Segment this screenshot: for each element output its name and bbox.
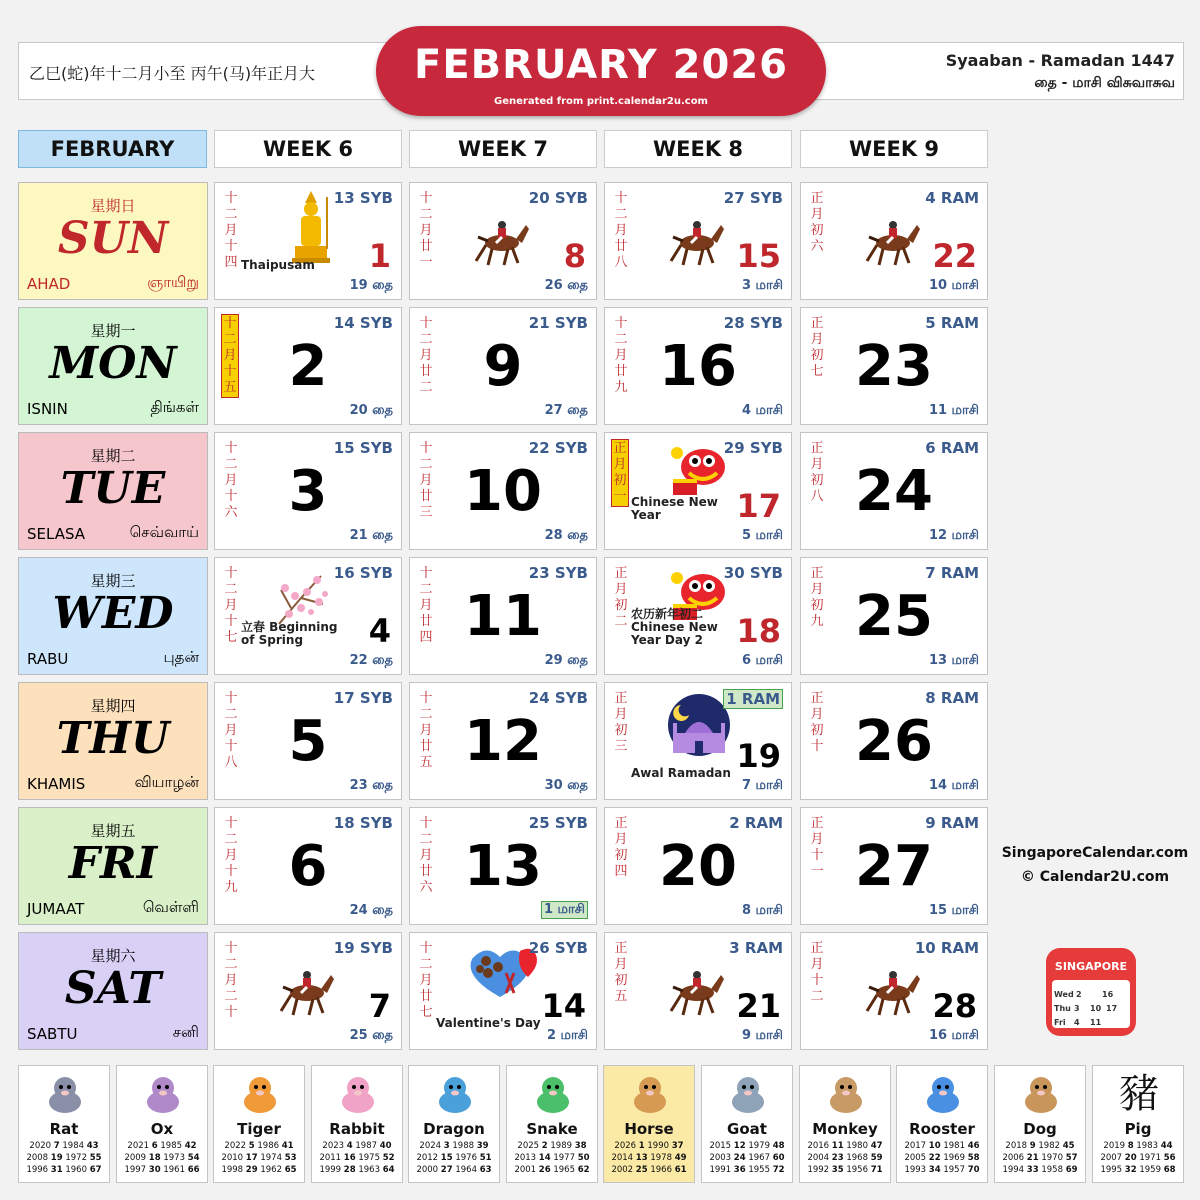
day-number: 8 bbox=[563, 237, 586, 275]
day-number: 11 bbox=[464, 584, 542, 649]
tamil-date: 20 தை bbox=[349, 403, 393, 418]
hijri-date: 28 SYB bbox=[723, 314, 783, 332]
day-cell[interactable] bbox=[214, 307, 402, 425]
zodiac-years-row: 2018 9 1982 45 bbox=[1005, 1141, 1075, 1151]
tamil-date: 21 தை bbox=[349, 528, 393, 543]
day-cell[interactable] bbox=[409, 432, 597, 550]
week-header: WEEK 8 bbox=[604, 130, 792, 168]
zodiac-years-row: 2013 14 1977 50 bbox=[514, 1153, 590, 1163]
day-tamil: புதன் bbox=[163, 648, 199, 666]
zodiac-years-row: 2002 25 1966 61 bbox=[611, 1165, 687, 1175]
day-number: 27 bbox=[855, 834, 933, 899]
zodiac-years-row: 2022 5 1986 41 bbox=[224, 1141, 294, 1151]
tamil-date: 26 தை bbox=[544, 278, 588, 293]
zodiac-name: Rooster bbox=[909, 1120, 975, 1138]
day-number: 18 bbox=[736, 612, 781, 650]
day-number: 9 bbox=[483, 334, 523, 399]
goat-icon bbox=[724, 1072, 772, 1116]
zodiac-years-row: 2007 20 1971 56 bbox=[1100, 1153, 1176, 1163]
day-number: 26 bbox=[855, 709, 933, 774]
day-english: THU bbox=[56, 713, 170, 764]
holiday-label: Chinese New bbox=[631, 620, 718, 634]
hijri-date: 17 SYB bbox=[333, 689, 393, 707]
holiday-label: of Spring bbox=[241, 633, 304, 647]
week-header: WEEK 9 bbox=[800, 130, 988, 168]
chinese-lunar-date: 十二月廿五 bbox=[419, 691, 433, 770]
zodiac-years-row: 2012 15 1976 51 bbox=[416, 1153, 492, 1163]
zodiac-rooster bbox=[896, 1065, 988, 1183]
thaipusam-icon bbox=[289, 189, 333, 269]
zodiac-goat bbox=[701, 1065, 793, 1183]
day-number: 17 bbox=[736, 487, 781, 525]
day-malay: SABTU bbox=[27, 1025, 78, 1043]
badge-cal-cell: 10 bbox=[1090, 1004, 1102, 1013]
page-title: FEBRUARY 2026 bbox=[414, 42, 788, 88]
hijri-date: 14 SYB bbox=[333, 314, 393, 332]
day-chinese: 星期二 bbox=[90, 447, 136, 465]
day-cell[interactable] bbox=[409, 307, 597, 425]
badge-cal-cell: Thu bbox=[1054, 1004, 1071, 1013]
tamil-date: 19 தை bbox=[349, 278, 393, 293]
badge-cal-cell: 11 bbox=[1090, 1018, 1102, 1027]
hijri-date: 5 RAM bbox=[925, 314, 979, 332]
day-number: 7 bbox=[368, 987, 391, 1025]
tamil-date: 6 மாசி bbox=[741, 653, 783, 668]
zodiac-years-row: 2004 23 1968 59 bbox=[807, 1153, 883, 1163]
chinese-lunar-date: 十二月廿八 bbox=[614, 191, 628, 270]
hijri-date: 26 SYB bbox=[528, 939, 588, 957]
tamil-date: 3 மாசி bbox=[741, 278, 783, 293]
day-number: 25 bbox=[855, 584, 933, 649]
holiday-label: Year Day 2 bbox=[631, 633, 703, 647]
day-tamil: ஞாயிறு bbox=[147, 273, 199, 291]
tamil-date: 9 மாசி bbox=[741, 1028, 783, 1043]
zodiac-pig bbox=[1092, 1065, 1184, 1183]
day-tamil: திங்கள் bbox=[150, 398, 199, 416]
lunar-header bbox=[18, 42, 438, 100]
zodiac-years-row: 2017 10 1981 46 bbox=[904, 1141, 980, 1151]
hijri-date: 18 SYB bbox=[333, 814, 393, 832]
day-cell[interactable] bbox=[604, 807, 792, 925]
snake-icon bbox=[529, 1072, 577, 1116]
tamil-date: 8 மாசி bbox=[741, 903, 783, 918]
day-cell[interactable] bbox=[800, 682, 988, 800]
horse-racing-icon bbox=[277, 963, 337, 1021]
day-label-tue bbox=[18, 432, 208, 550]
day-tamil: செவ்வாய் bbox=[129, 523, 199, 541]
tamil-date: 23 தை bbox=[349, 778, 393, 793]
zodiac-years-row: 1995 32 1959 68 bbox=[1100, 1165, 1176, 1175]
rabbit-icon bbox=[334, 1072, 382, 1116]
day-tamil: வெள்ளி bbox=[142, 898, 199, 916]
zodiac-years-row: 2019 8 1983 44 bbox=[1103, 1141, 1173, 1151]
chinese-lunar-date: 十二月十九 bbox=[224, 816, 238, 895]
zodiac-name: Horse bbox=[624, 1120, 674, 1138]
hijri-date: 23 SYB bbox=[528, 564, 588, 582]
chinese-lunar-date: 正月十一 bbox=[810, 816, 824, 879]
day-number: 12 bbox=[464, 709, 542, 774]
chinese-lunar-date: 十二月十六 bbox=[224, 441, 238, 520]
tamil-date: 28 தை bbox=[544, 528, 588, 543]
hijri-date: 22 SYB bbox=[528, 439, 588, 457]
day-cell[interactable] bbox=[800, 557, 988, 675]
tamil-date: 30 தை bbox=[544, 778, 588, 793]
tamil-date: 2 மாசி bbox=[546, 1028, 588, 1043]
day-cell[interactable] bbox=[214, 682, 402, 800]
day-number: 6 bbox=[288, 834, 328, 899]
hijri-date: 10 RAM bbox=[914, 939, 979, 957]
calendar-icon bbox=[1052, 980, 1130, 1028]
month-header: FEBRUARY bbox=[18, 130, 207, 168]
zodiac-years-row: 2005 22 1969 58 bbox=[904, 1153, 980, 1163]
hijri-date: 4 RAM bbox=[925, 189, 979, 207]
day-label-mon bbox=[18, 307, 208, 425]
zodiac-years-row: 2011 16 1975 52 bbox=[319, 1153, 395, 1163]
day-english: MON bbox=[49, 338, 177, 389]
badge-cal-cell: 17 bbox=[1106, 1004, 1118, 1013]
day-malay: ISNIN bbox=[27, 400, 68, 418]
chinese-lunar-date: 正月初六 bbox=[810, 191, 824, 254]
day-number: 5 bbox=[288, 709, 328, 774]
badge-cal-cell: 4 bbox=[1074, 1018, 1080, 1027]
day-cell[interactable] bbox=[800, 807, 988, 925]
zodiac-years-row: 2020 7 1984 43 bbox=[29, 1141, 99, 1151]
dog-icon bbox=[1017, 1072, 1065, 1116]
horse-racing-icon bbox=[667, 213, 727, 271]
zodiac-years-row: 2025 2 1989 38 bbox=[517, 1141, 587, 1151]
day-cell[interactable] bbox=[604, 182, 792, 300]
day-cell[interactable] bbox=[409, 182, 597, 300]
zodiac-name: Ox bbox=[150, 1120, 174, 1138]
day-number: 20 bbox=[659, 834, 737, 899]
day-cell[interactable] bbox=[604, 932, 792, 1050]
day-number: 21 bbox=[736, 987, 781, 1025]
day-cell[interactable] bbox=[409, 807, 597, 925]
zodiac-years-row: 2016 11 1980 47 bbox=[807, 1141, 883, 1151]
hijri-date: 29 SYB bbox=[723, 439, 783, 457]
badge-cal-cell: Wed bbox=[1054, 990, 1074, 999]
holiday-label: 立春 Beginning bbox=[241, 620, 338, 634]
copyright: © Calendar2U.com bbox=[1020, 869, 1170, 885]
chinese-lunar-date: 正月初五 bbox=[614, 941, 628, 1004]
zodiac-years-row: 2015 12 1979 48 bbox=[709, 1141, 785, 1151]
tamil-date: 16 மாசி bbox=[928, 1028, 979, 1043]
chinese-lunar-date: 正月初二 bbox=[614, 566, 628, 629]
zodiac-years-row: 1994 33 1958 69 bbox=[1002, 1165, 1078, 1175]
day-chinese: 星期六 bbox=[90, 947, 136, 965]
chinese-lunar-date: 正月初四 bbox=[614, 816, 628, 879]
day-number: 24 bbox=[855, 459, 933, 524]
tamil-date: 11 மாசி bbox=[928, 403, 979, 418]
day-number: 16 bbox=[659, 334, 737, 399]
zodiac-name: Snake bbox=[526, 1120, 578, 1138]
tamil-date: 12 மாசி bbox=[928, 528, 979, 543]
hijri-date: 21 SYB bbox=[528, 314, 588, 332]
monkey-icon bbox=[822, 1072, 870, 1116]
zodiac-years-row: 2000 27 1964 63 bbox=[416, 1165, 492, 1175]
zodiac-years-row: 2014 13 1978 49 bbox=[611, 1153, 687, 1163]
site-name[interactable]: SingaporeCalendar.com bbox=[1001, 845, 1189, 861]
day-cell[interactable] bbox=[409, 682, 597, 800]
zodiac-years-row: 1996 31 1960 67 bbox=[26, 1165, 102, 1175]
day-label-sun bbox=[18, 182, 208, 300]
week-header: WEEK 6 bbox=[214, 130, 402, 168]
singapore-app-badge[interactable] bbox=[1046, 948, 1136, 1036]
day-chinese: 星期日 bbox=[90, 197, 136, 215]
zodiac-years-row: 2003 24 1967 60 bbox=[709, 1153, 785, 1163]
tamil-date: 14 மாசி bbox=[928, 778, 979, 793]
zodiac-years-row: 1999 28 1963 64 bbox=[319, 1165, 395, 1175]
hijri-date: 24 SYB bbox=[528, 689, 588, 707]
hijri-date: 3 RAM bbox=[729, 939, 783, 957]
hijri-date: 9 RAM bbox=[925, 814, 979, 832]
day-cell[interactable] bbox=[604, 557, 792, 675]
chinese-lunar-date: 正月初七 bbox=[810, 316, 824, 379]
chinese-lunar-date: 十二月廿九 bbox=[614, 316, 628, 395]
holiday-label: Valentine's Day bbox=[436, 1016, 541, 1030]
hijri-date: 16 SYB bbox=[333, 564, 393, 582]
day-tamil: சனி bbox=[172, 1023, 199, 1041]
chinese-lunar-date: 十二月二十 bbox=[224, 941, 238, 1020]
tamil-date: 4 மாசி bbox=[741, 403, 783, 418]
tamil-date: 22 தை bbox=[349, 653, 393, 668]
day-cell[interactable] bbox=[604, 307, 792, 425]
day-cell[interactable] bbox=[604, 432, 792, 550]
horse-icon bbox=[626, 1072, 674, 1116]
tamil-date: 27 தை bbox=[544, 403, 588, 418]
day-number: 22 bbox=[932, 237, 977, 275]
tamil-date: 5 மாசி bbox=[741, 528, 783, 543]
day-english: SAT bbox=[64, 963, 162, 1014]
zodiac-years-row: 1992 35 1956 71 bbox=[807, 1165, 883, 1175]
chinese-lunar-date: 十二月廿四 bbox=[419, 566, 433, 645]
hijri-date: 6 RAM bbox=[925, 439, 979, 457]
day-number: 4 bbox=[368, 612, 391, 650]
chinese-lunar-date: 十二月十四 bbox=[224, 191, 238, 270]
day-malay: JUMAAT bbox=[27, 900, 85, 918]
zodiac-name: Rabbit bbox=[329, 1120, 385, 1138]
day-malay: AHAD bbox=[27, 275, 71, 293]
chinese-lunar-date: 正月初三 bbox=[614, 691, 628, 754]
generated-note: Generated from print.calendar2u.com bbox=[494, 96, 708, 107]
day-chinese: 星期一 bbox=[90, 322, 136, 340]
day-number: 28 bbox=[932, 987, 977, 1025]
chinese-lunar-date: 正月初八 bbox=[810, 441, 824, 504]
tamil-date: 25 தை bbox=[349, 1028, 393, 1043]
rat-icon bbox=[41, 1072, 89, 1116]
day-cell[interactable] bbox=[800, 307, 988, 425]
day-tamil: வியாழன் bbox=[134, 773, 199, 791]
zodiac-name: Dragon bbox=[423, 1120, 485, 1138]
day-number: 19 bbox=[736, 737, 781, 775]
chinese-lunar-date: 十二月廿二 bbox=[419, 316, 433, 395]
hijri-date: 30 SYB bbox=[723, 564, 783, 582]
zodiac-years-row: 1998 29 1962 65 bbox=[221, 1165, 297, 1175]
day-chinese: 星期四 bbox=[90, 697, 136, 715]
chinese-lunar-date: 十二月廿六 bbox=[419, 816, 433, 895]
day-label-sat bbox=[18, 932, 208, 1050]
day-chinese: 星期五 bbox=[90, 822, 136, 840]
zodiac-tiger bbox=[213, 1065, 305, 1183]
zodiac-years-row: 2026 1 1990 37 bbox=[614, 1141, 684, 1151]
chinese-lunar-date: 十二月廿三 bbox=[419, 441, 433, 520]
day-number: 23 bbox=[855, 334, 933, 399]
zodiac-years-row: 2023 4 1987 40 bbox=[322, 1141, 392, 1151]
zodiac-years-row: 2006 21 1970 57 bbox=[1002, 1153, 1078, 1163]
zodiac-years-row: 1991 36 1955 72 bbox=[709, 1165, 785, 1175]
zodiac-name: Dog bbox=[1023, 1120, 1057, 1138]
tamil-date: 10 மாசி bbox=[928, 278, 979, 293]
zodiac-dog bbox=[994, 1065, 1086, 1183]
hijri-date: 19 SYB bbox=[333, 939, 393, 957]
day-number: 15 bbox=[736, 237, 781, 275]
week-header: WEEK 7 bbox=[409, 130, 597, 168]
chinese-lunar-date: 正月初十 bbox=[810, 691, 824, 754]
badge-cal-cell: 3 bbox=[1074, 1004, 1080, 1013]
day-english: WED bbox=[52, 588, 174, 639]
day-malay: SELASA bbox=[27, 525, 86, 543]
day-label-fri bbox=[18, 807, 208, 925]
day-chinese: 星期三 bbox=[90, 572, 136, 590]
day-cell[interactable] bbox=[214, 932, 402, 1050]
horse-racing-icon bbox=[863, 213, 923, 271]
zodiac-rabbit bbox=[311, 1065, 403, 1183]
hijri-date: 15 SYB bbox=[333, 439, 393, 457]
day-cell[interactable] bbox=[409, 557, 597, 675]
day-malay: RABU bbox=[27, 650, 69, 668]
hijri-date: 13 SYB bbox=[333, 189, 393, 207]
horse-racing-icon bbox=[472, 213, 532, 271]
zodiac-name: Monkey bbox=[812, 1120, 878, 1138]
zodiac-years-row: 2008 19 1972 55 bbox=[26, 1153, 102, 1163]
title-banner bbox=[376, 26, 826, 116]
zodiac-years-row: 2021 6 1985 42 bbox=[127, 1141, 197, 1151]
pig-character-icon: 豬 bbox=[1119, 1071, 1159, 1117]
zodiac-name: Tiger bbox=[237, 1120, 281, 1138]
day-number: 2 bbox=[288, 334, 328, 399]
hijri-date: 20 SYB bbox=[528, 189, 588, 207]
tamil-date: 1 மாசி bbox=[541, 901, 588, 919]
day-cell[interactable] bbox=[214, 182, 402, 300]
holiday-label: Chinese New bbox=[631, 495, 718, 509]
chinese-lunar-date: 正月初九 bbox=[810, 566, 824, 629]
hijri-date: 7 RAM bbox=[925, 564, 979, 582]
day-english: TUE bbox=[60, 463, 166, 514]
tiger-icon bbox=[236, 1072, 284, 1116]
tamil-date: 24 தை bbox=[349, 903, 393, 918]
chinese-lunar-date: 正月初一 bbox=[611, 439, 629, 507]
chinese-lunar-date: 十二月十五 bbox=[221, 314, 239, 398]
zodiac-dragon bbox=[408, 1065, 500, 1183]
tamil-date: 7 மாசி bbox=[741, 778, 783, 793]
hijri-date: 27 SYB bbox=[723, 189, 783, 207]
lion-dance-icon bbox=[665, 443, 729, 503]
day-cell[interactable] bbox=[604, 682, 792, 800]
zodiac-horse bbox=[603, 1065, 695, 1183]
day-malay: KHAMIS bbox=[27, 775, 86, 793]
day-number: 13 bbox=[464, 834, 542, 899]
day-cell[interactable] bbox=[214, 432, 402, 550]
day-cell[interactable] bbox=[214, 557, 402, 675]
zodiac-name: Pig bbox=[1124, 1120, 1152, 1138]
zodiac-years-row: 1997 30 1961 66 bbox=[124, 1165, 200, 1175]
day-label-thu bbox=[18, 682, 208, 800]
zodiac-monkey bbox=[799, 1065, 891, 1183]
badge-cal-cell: 16 bbox=[1102, 990, 1114, 999]
zodiac-name: Rat bbox=[49, 1120, 79, 1138]
lunar-text: 乙巳(蛇)年十二月小至 丙午(马)年正月大 bbox=[29, 64, 316, 83]
zodiac-ox bbox=[116, 1065, 208, 1183]
zodiac-name: Goat bbox=[727, 1120, 767, 1138]
holiday-label: 农历新年初二 bbox=[631, 607, 704, 621]
day-cell[interactable] bbox=[800, 932, 988, 1050]
hijri-date: 2 RAM bbox=[729, 814, 783, 832]
chinese-lunar-date: 十二月廿一 bbox=[419, 191, 433, 270]
hijri-date: 1 RAM bbox=[723, 689, 783, 709]
day-number: 14 bbox=[541, 987, 586, 1025]
badge-cal-cell: 2 bbox=[1076, 990, 1082, 999]
day-cell[interactable] bbox=[800, 182, 988, 300]
day-english: SUN bbox=[57, 213, 169, 264]
zodiac-years-row: 2024 3 1988 39 bbox=[419, 1141, 489, 1151]
holiday-label: Year bbox=[631, 508, 661, 522]
hijri-text: Syaaban - Ramadan 1447 bbox=[945, 51, 1175, 70]
chinese-lunar-date: 十二月十八 bbox=[224, 691, 238, 770]
day-cell[interactable] bbox=[409, 932, 597, 1050]
chinese-lunar-date: 十二月廿七 bbox=[419, 941, 433, 1020]
day-cell[interactable] bbox=[214, 807, 402, 925]
zodiac-years-row: 2010 17 1974 53 bbox=[221, 1153, 297, 1163]
rooster-icon bbox=[919, 1072, 967, 1116]
day-english: FRI bbox=[68, 838, 158, 889]
day-number: 1 bbox=[368, 237, 391, 275]
holiday-label: Awal Ramadan bbox=[631, 766, 731, 780]
tamil-date: 15 மாசி bbox=[928, 903, 979, 918]
horse-racing-icon bbox=[667, 963, 727, 1021]
zodiac-years-row: 2001 26 1965 62 bbox=[514, 1165, 590, 1175]
hijri-date: 25 SYB bbox=[528, 814, 588, 832]
tamil-date: 29 தை bbox=[544, 653, 588, 668]
day-cell[interactable] bbox=[800, 432, 988, 550]
badge-cal-cell: Fri bbox=[1054, 1018, 1066, 1027]
day-label-wed bbox=[18, 557, 208, 675]
horse-racing-icon bbox=[863, 963, 923, 1021]
tamil-month-text: தை - மாசி விசுவாசுவ bbox=[1034, 75, 1175, 91]
zodiac-years-row: 1993 34 1957 70 bbox=[904, 1165, 980, 1175]
chinese-lunar-date: 正月十二 bbox=[810, 941, 824, 1004]
chinese-lunar-date: 十二月十七 bbox=[224, 566, 238, 645]
dragon-icon bbox=[431, 1072, 479, 1116]
zodiac-years-row: 2009 18 1973 54 bbox=[124, 1153, 200, 1163]
tamil-date: 13 மாசி bbox=[928, 653, 979, 668]
holiday-label: Thaipusam bbox=[241, 258, 315, 272]
zodiac-rat bbox=[18, 1065, 110, 1183]
zodiac-snake bbox=[506, 1065, 598, 1183]
day-number: 10 bbox=[464, 459, 542, 524]
badge-label: SINGAPORE bbox=[1054, 960, 1128, 973]
hijri-date: 8 RAM bbox=[925, 689, 979, 707]
day-number: 3 bbox=[288, 459, 328, 524]
ox-icon bbox=[139, 1072, 187, 1116]
